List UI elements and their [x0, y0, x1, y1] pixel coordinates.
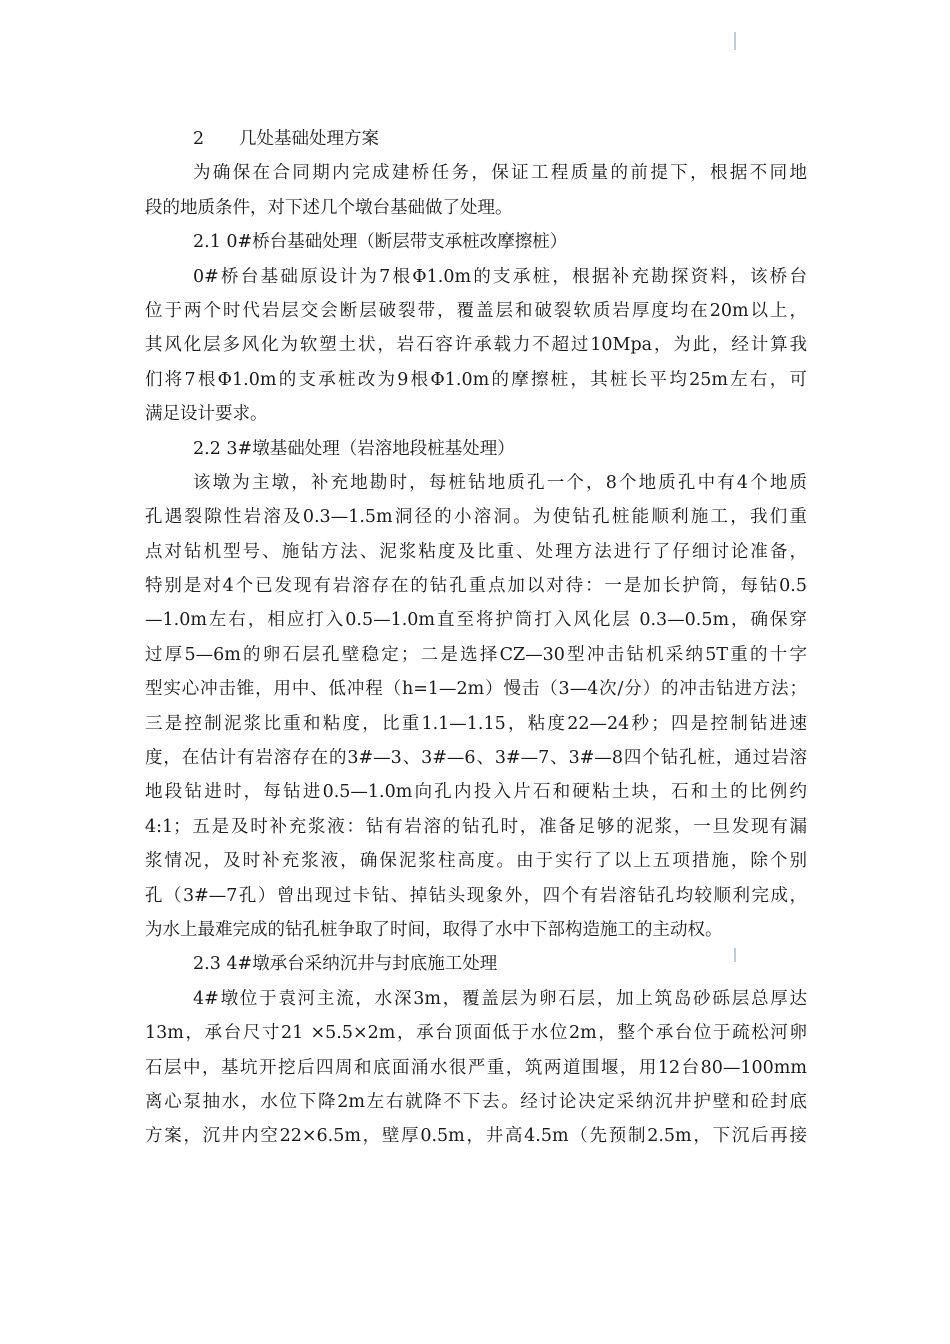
paragraph-line: 该墩为主墩，补充地勘时，每桩钻地质孔一个，8个地质孔中有4个地质	[193, 472, 807, 493]
paragraph-line: 0#桥台基础原设计为7根Φ1.0m的支承桩，根据补充勘探资料，该桥台	[193, 266, 807, 287]
paragraph-line: 型实心冲击锥，用中、低冲程（h=1—2m）慢击（3—4次/分）的冲击钻进方法；	[145, 679, 807, 700]
paragraph-line: 特别是对4个已发现有岩溶存在的钻孔重点加以对待：一是加长护筒，每钻0.5	[145, 576, 807, 597]
paragraph-line: 为确保在合同期内完成建桥任务，保证工程质量的前提下，根据不同地	[193, 163, 807, 184]
paragraph-line: 4#墩位于袁河主流，水深3m，覆盖层为卵石层，加上筑岛砂砾层总厚达	[193, 988, 807, 1009]
paragraph-line: 过厚5—6m的卵石层孔壁稳定；二是选择CZ—30型冲击钻机采纳5T重的十字	[145, 644, 807, 665]
paragraph-line: 们将7根Φ1.0m的支承桩改为9根Φ1.0m的摩擦桩，其桩长平均25m左右，可	[145, 369, 807, 390]
subsection-heading: 2.3 4#墩承台采纳沉井与封底施工处理	[193, 954, 498, 975]
subsection-heading: 2.1 0#桥台基础处理（断层带支承桩改摩擦桩）	[193, 232, 568, 253]
paragraph-line: 位于两个时代岩层交会断层破裂带，覆盖层和破裂软质岩厚度均在20m以上，	[145, 300, 807, 321]
paragraph-line: 4:1；五是及时补充浆液：钻有岩溶的钻孔时，准备足够的泥浆，一旦发现有漏	[145, 816, 807, 837]
paragraph-line: —1.0m左右，相应打入0.5—1.0m直至将护筒打入风化层 0.3—0.5m，确保穿	[145, 610, 807, 631]
paragraph-line: 方案，沉井内空22×6.5m，壁厚0.5m，井高4.5m（先预制2.5m，下沉后再接	[145, 1126, 807, 1147]
paragraph-line: 三是控制泥浆比重和粘度，比重1.1—1.15，粘度22—24秒；四是控制钻进速	[145, 713, 807, 734]
paragraph-line: 孔（3#—7孔）曾出现过卡钻、掉钻头现象外，四个有岩溶钻孔均较顺利完成，	[145, 885, 807, 906]
paragraph-line: 石层中，基坑开挖后四周和底面涌水很严重，筑两道围堰，用12台80—100mm	[145, 1057, 807, 1078]
paragraph-line: 点对钻机型号、施钻方法、泥浆粘度及比重、处理方法进行了仔细讨论准备，	[145, 541, 807, 562]
paragraph-line: 浆情况，及时补充浆液，确保泥浆柱高度。由于实行了以上五项措施，除个别	[145, 851, 807, 872]
paragraph-line: 为水上最难完成的钻孔桩争取了时间，取得了水中下部构造施工的主动权。	[145, 919, 723, 940]
page-margin-mark	[734, 32, 736, 50]
document-body	[145, 122, 807, 1154]
paragraph-line: 13m，承台尺寸21 ×5.5×2m，承台顶面低于水位2m，整个承台位于疏松河卵	[145, 1023, 807, 1044]
section-title: 几处基础处理方案	[239, 129, 379, 149]
paragraph-line: 段的地质条件，对下述几个墩台基础做了处理。	[145, 197, 513, 218]
paragraph-line: 度，在估计有岩溶存在的3#—3、3#—6、3#—7、3#—8四个钻孔桩，通过岩溶	[145, 748, 807, 769]
paragraph-line: 地段钻进时，每钻进0.5—1.0m向孔内投入片石和硬粘土块，石和土的比例约	[145, 782, 807, 803]
paragraph-line: 离心泵抽水，水位下降2m左右就降不下去。经讨论决定采纳沉井护壁和砼封底	[145, 1091, 807, 1112]
subsection-heading: 2.2 3#墩基础处理（岩溶地段桩基处理）	[193, 438, 515, 459]
paragraph-line: 孔遇裂隙性岩溶及0.3—1.5m洞径的小溶洞。为使钻孔桩能顺利施工，我们重	[145, 507, 807, 528]
paragraph-line: 其风化层多风化为软塑土状，岩石容许承载力不超过10Mpa，为此，经计算我	[145, 335, 807, 356]
section-number: 2	[193, 129, 205, 149]
paragraph-line: 满足设计要求。	[145, 404, 268, 425]
section-heading	[145, 122, 807, 156]
